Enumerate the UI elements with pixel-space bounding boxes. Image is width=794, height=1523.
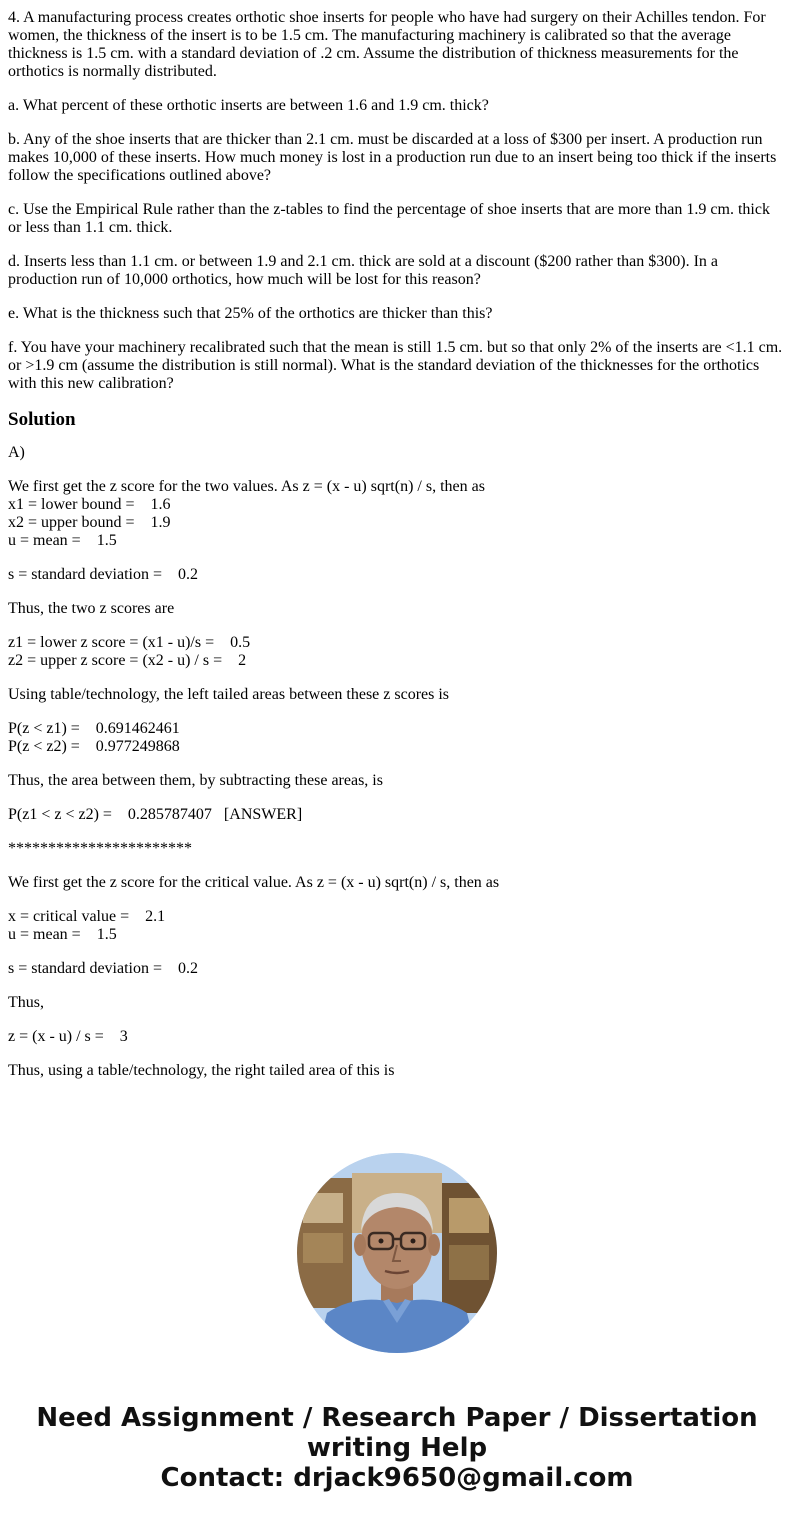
solution-a-u: u = mean = 1.5: [8, 532, 117, 549]
author-avatar: [297, 1153, 497, 1353]
solution-a-s: s = standard deviation = 0.2: [8, 566, 199, 583]
solution-a-table: Using table/technology, the left tailed areas between these z scores is: [8, 686, 450, 703]
promo-banner: [0, 1403, 794, 1493]
solution-b-s: s = standard deviation = 0.2: [8, 960, 199, 977]
promo-line-1: Need Assignment / Research Paper / Dissertation: [36, 1403, 758, 1433]
question-part-a: a. What percent of these orthotic inserts are between 1.6 and 1.9 cm. thick?: [8, 97, 489, 114]
promo-contact: Contact: drjack9650@gmail.com: [160, 1463, 634, 1493]
document-content: [8, 9, 786, 1096]
author-portrait-image: [297, 1153, 497, 1353]
solution-b-u: u = mean = 1.5: [8, 926, 117, 943]
solution-a-p2: P(z < z2) = 0.977249868: [8, 738, 180, 755]
question-part-e: e. What is the thickness such that 25% of the orthotics are thicker than this?: [8, 305, 493, 322]
promo-line-2: writing Help: [306, 1433, 488, 1463]
solution-b-intro: We first get the z score for the critical value. As z = (x - u) sqrt(n) / s, then as: [8, 874, 500, 891]
solution-a-two-z: Thus, the two z scores are: [8, 600, 175, 617]
solution-b-table: Thus, using a table/technology, the right tailed area of this is: [8, 1062, 395, 1079]
solution-a-intro: We first get the z score for the two values. As z = (x - u) sqrt(n) / s, then as: [8, 478, 485, 495]
solution-divider: ***********************: [8, 840, 192, 857]
solution-part-label: A): [8, 444, 25, 461]
solution-a-answer: P(z1 < z < z2) = 0.285787407 [ANSWER]: [8, 806, 303, 823]
solution-a-p1: P(z < z1) = 0.691462461: [8, 720, 180, 737]
question-part-d: d. Inserts less than 1.1 cm. or between 1.9 and 2.1 cm. thick are sold at a discount ($200 rather than $300). In a production run of 10,000 orthotics, how much will be lost for this reason?: [8, 253, 723, 288]
question-part-b: b. Any of the shoe inserts that are thicker than 2.1 cm. must be discarded at a loss of $300 per insert. A production run makes 10,000 of these inserts. How much money is lost in a production run due to an insert being too thick if the inserts follow the specifications outlined above?: [8, 131, 781, 184]
solution-b-thus: Thus,: [8, 994, 44, 1011]
solution-b-x: x = critical value = 2.1: [8, 908, 166, 925]
solution-a-z1: z1 = lower z score = (x1 - u)/s = 0.5: [8, 634, 251, 651]
solution-a-subtract: Thus, the area between them, by subtracting these areas, is: [8, 772, 383, 789]
solution-b-z: z = (x - u) / s = 3: [8, 1028, 128, 1045]
solution-a-z2: z2 = upper z score = (x2 - u) / s = 2: [8, 652, 247, 669]
solution-a-x1: x1 = lower bound = 1.6: [8, 496, 171, 513]
question-part-c: c. Use the Empirical Rule rather than the z-tables to find the percentage of shoe inserts that are more than 1.9 cm. thick or less than 1.1 cm. thick.: [8, 201, 774, 236]
solution-heading: Solution: [8, 409, 76, 430]
solution-a-x2: x2 = upper bound = 1.9: [8, 514, 171, 531]
question-part-f: f. You have your machinery recalibrated such that the mean is still 1.5 cm. but so that only 2% of the inserts are <1.1 cm. or >1.9 cm (assume the distribution is still normal). What is the standard deviation of the thicknesses for the orthotics with this new calibration?: [8, 339, 787, 392]
question-intro: 4. A manufacturing process creates orthotic shoe inserts for people who have had surgery on their Achilles tendon. For women, the thickness of the insert is to be 1.5 cm. The manufacturing machinery is calibrated so that the average thickness is 1.5 cm. with a standard deviation of .2 cm. Assume the distribution of thickness measurements for the orthotics is normally distributed.: [8, 9, 770, 80]
